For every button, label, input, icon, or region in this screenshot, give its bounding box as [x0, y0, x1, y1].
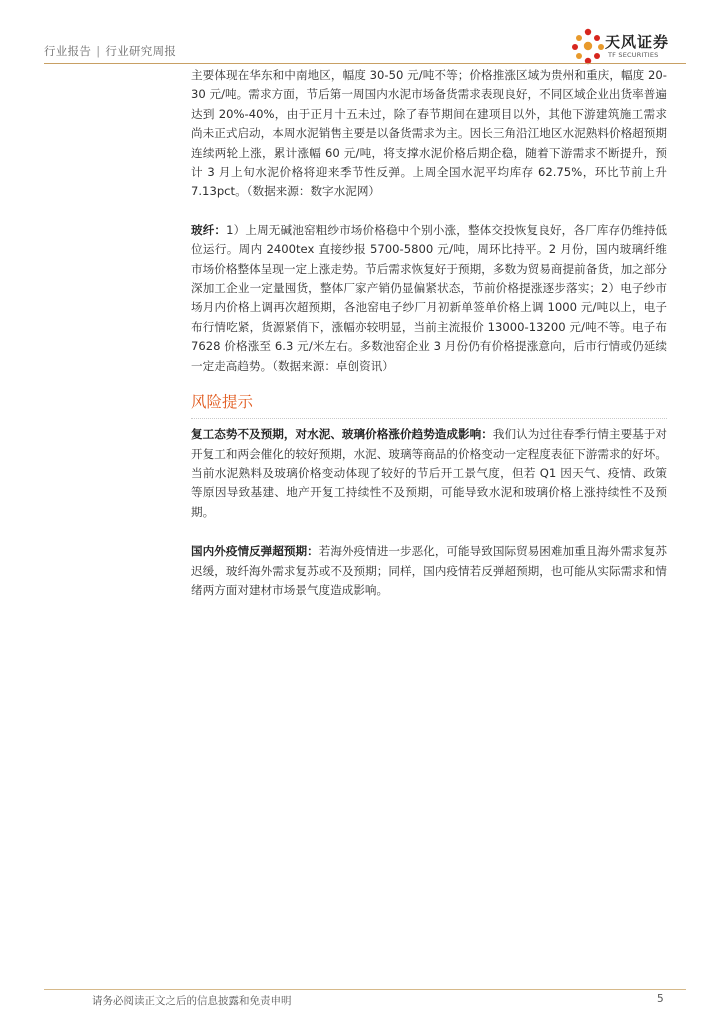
- paragraph-lead-glass-fiber: 玻纤：: [191, 222, 227, 237]
- report-body: [191, 66, 667, 600]
- paragraph-text-risk-resumption: 我们认为过往春季行情主要基于对开复工和两会催化的较好预期，水泥、玻璃等商品的价格变动一定程度表征下游需求的好坏。当前水泥熟料及玻璃价格变动体现了较好的节后开工景气度，但若 Q1 因天气、疫情、政策等原因导致基建、地产开复工持续性不及预期，可能导致水泥和玻璃价格上涨持续性不及预期。: [191, 427, 667, 519]
- breadcrumb-item-weekly: 行业研究周报: [105, 44, 177, 58]
- report-category: [44, 43, 176, 59]
- paragraph-cement: 主要体现在华东和中南地区，幅度 30-50 元/吨不等；价格推涨区域为贵州和重庆，幅度 20-30 元/吨。需求方面，节后第一周国内水泥市场备货需求表现良好，不同区域企业出货率普遍达到 20%-40%，由于正月十五未过，除了春节期间在建项目以外，其他下游建筑施工需求尚未正式启动，本周水泥销售主要是以备货需求为主。因长三角沿江地区水泥熟料价格超预期连续两轮上涨，累计涨幅 60 元/吨，将支撑水泥价格后期企稳，随着下游需求不断提升，预计 3 月上旬水泥价格将迎来季节性反弹。上周全国水泥平均库存 62.75%，环比节前上升 7.13pct。（数据来源：数字水泥网）: [191, 68, 667, 199]
- logo-chinese-name: 天风证券: [605, 33, 670, 51]
- section-divider: [191, 418, 667, 419]
- paragraph-lead-risk-epidemic: 国内外疫情反弹超预期：: [191, 544, 319, 559]
- section-title-risk: 风险提示: [191, 393, 254, 412]
- breadcrumb-item-report-type: 行业报告: [44, 44, 92, 58]
- page-number: 5: [657, 993, 664, 1005]
- footer-disclaimer: 请务必阅读正文之后的信息披露和免责申明: [92, 995, 292, 1007]
- paragraph-lead-risk-resumption: 复工态势不及预期，对水泥、玻璃价格涨价趋势造成影响：: [191, 427, 493, 442]
- breadcrumb-separator: |: [96, 44, 101, 58]
- paragraph-risk-resumption: [191, 425, 667, 522]
- paragraph-risk-epidemic: [191, 542, 667, 600]
- header-divider: [44, 63, 686, 64]
- paragraph-glass-fiber: [191, 221, 667, 376]
- footer-divider: [44, 989, 686, 990]
- paragraph-text-glass-fiber: 1）上周无碱池窑粗纱市场价格稳中个别小涨，整体交投恢复良好，各厂库存仍维持低位运行。周内 2400tex 直接纱报 5700-5800 元/吨，周环比持平。2 月份，国内玻璃纤维市场价格整体呈现一定上涨走势。节后需求恢复好于预期，多数为贸易商提前备货，加之部分深加工企业一定量囤货，整体厂家产销仍显偏紧状态，节前价格提涨逐步落实；2）电子纱市场月内价格上调再次超预期，各池窑电子纱厂月初新单签单价格上调 1000 元/吨以上，电子布行情吃紧，货源紧俏下，涨幅亦较明显，当前主流报价 13000-13200 元/吨不等。电子布 7628 价格涨至 6.3 元/米左右。多数池窑企业 3 月份仍有价格提涨意向，后市行情或仍延续一定走高趋势。（数据来源：卓创资讯）: [191, 222, 667, 373]
- paragraph-text-risk-epidemic: 若海外疫情进一步恶化，可能导致国际贸易困难加重且海外需求复苏迟缓，玻纤海外需求复苏或不及预期；同样，国内疫情若反弹超预期，也可能从实际需求和情绪两方面对建材市场景气度造成影响。: [191, 544, 667, 597]
- logo-english-name: TF SECURITIES: [608, 51, 659, 59]
